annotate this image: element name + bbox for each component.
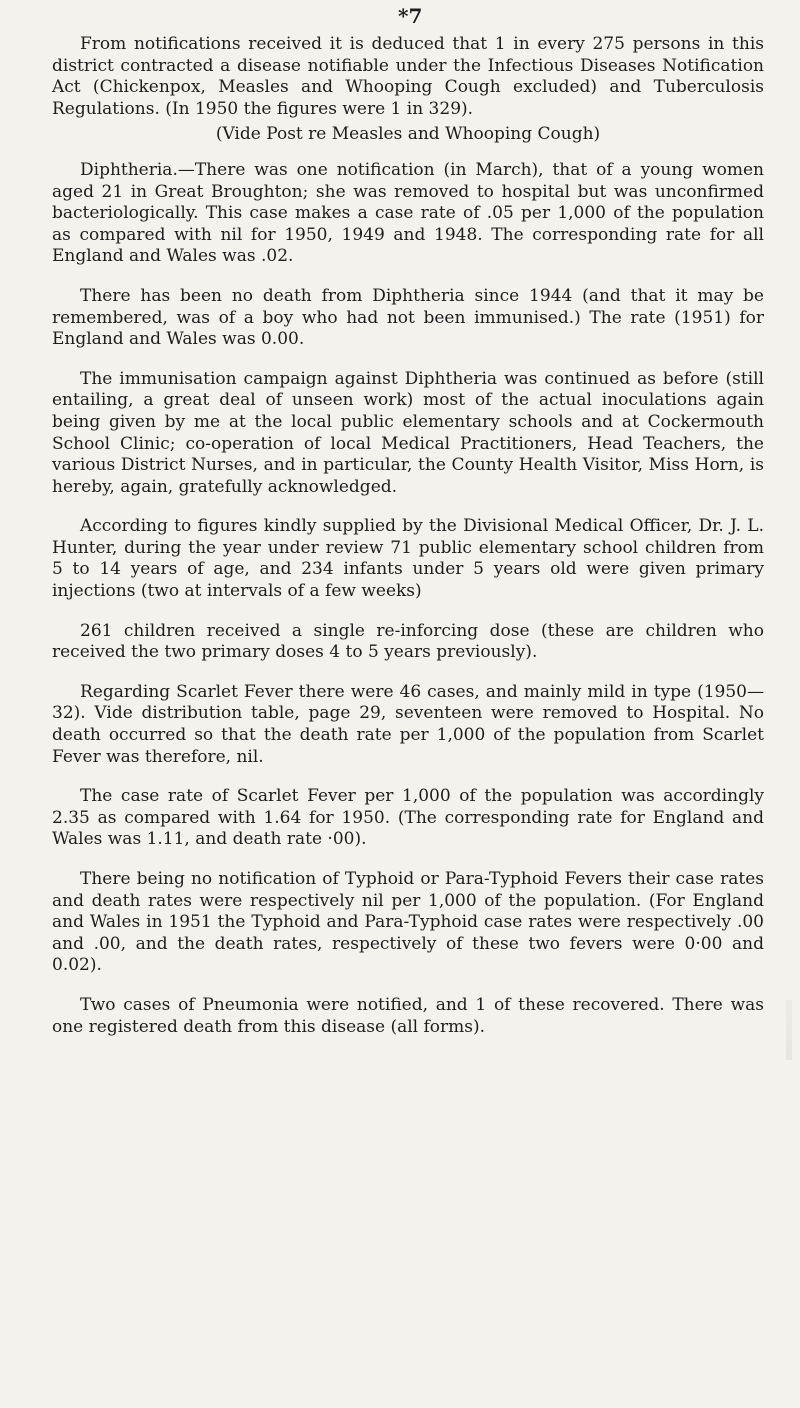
paragraph-immunisation-campaign: The immunisation campaign against Diphtheria was continued as before (still entailing, a great deal of unseen work) most of the actual inoculations again being given by me at the local public elementary schools and at Cockermouth School Clinic; co-operation of local Medical Practitioners, Head Teachers, the various District Nurses, and in particular, the County Health Visitor, Miss Horn, is hereby, again, gratefully acknowledged. (52, 368, 764, 497)
paragraph-notification-summary: From notifications received it is deduced that 1 in every 275 persons in this district contracted a disease notifiable under the Infectious Diseases Notification Act (Chickenpox, Measles and Whooping Cough excluded) and Tuberculosis Regulations. (In 1950 the figures were 1 in 329). (52, 34, 764, 119)
paragraph-scarlet-fever: Regarding Scarlet Fever there were 46 cases, and mainly mild in type (1950—32). Vide distribution table, page 29, seventeen were removed to Hospital. No death occurred so that the death rate per 1,000 of the population from Scarlet Fever was therefore, nil. (52, 681, 764, 767)
paragraph-typhoid: There being no notification of Typhoid or Para-Typhoid Fevers their case rates and death rates were respectively nil per 1,000 of the population. (For England and Wales in 1951 the Typhoid and Para-Typhoid case rates were respectively .00 and .00, and the death rates, respectively of these two fevers were 0·00 and 0.02). (52, 869, 764, 976)
paragraph-reinforcing-dose: 261 children received a single re-inforcing dose (these are children who received the two primary doses 4 to 5 years previously). (52, 620, 764, 663)
paragraph-pneumonia: Two cases of Pneumonia were notified, and 1 of these recovered. There was one registered death from this disease (all forms). (52, 994, 764, 1037)
paragraph-vide-measles: (Vide Post re Measles and Whooping Cough) (215, 124, 601, 145)
paragraph-diphtheria: Diphtheria.—There was one notification (in March), that of a young women aged 21 in Great Broughton; she was removed to hospital but was unconfirmed bacteriologically. This case makes a case rate of .05 per 1,000 of the population as compared with nil for 1950, 1949 and 1948. The corresponding rate for all England and Wales was .02. (52, 159, 764, 267)
paragraph-diphtheria-death: There has been no death from Diphtheria since 1944 (and that it may be remembered, was of a boy who had not been immunised.) The rate (1951) for England and Wales was 0.00. (52, 285, 764, 350)
paragraph-divisional-figures: According to figures kindly supplied by the Divisional Medical Officer, Dr. J. L. Hunter, during the year under review 71 public elementary school children from 5 to 14 years of age, and 234 infants under 5 years old were given primary injections (two at intervals of a few weeks) (52, 516, 764, 602)
paragraph-scarlet-fever-rate: The case rate of Scarlet Fever per 1,000 of the population was accordingly 2.35 as compared with 1.64 for 1950. (The corresponding rate for England and Wales was 1.11, and death rate ·00). (52, 786, 764, 850)
paper-mark (786, 1000, 792, 1060)
page-number: *7 (398, 4, 423, 28)
document-body (52, 34, 764, 1056)
